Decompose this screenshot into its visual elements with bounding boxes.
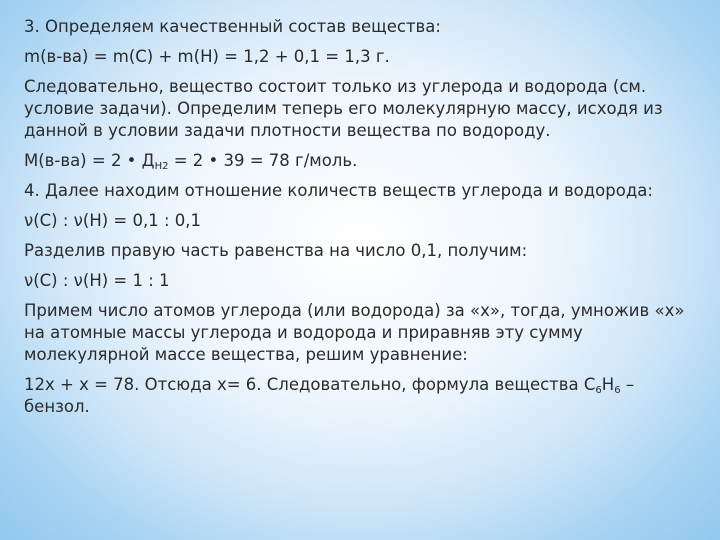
hydrogen-subscript: H2 xyxy=(154,161,169,172)
molar-mass-part1: M(в-ва) = 2 • Д xyxy=(24,151,155,170)
divide-instruction: Разделив правую часть равенства на число 0,1, получим: xyxy=(24,241,528,260)
molar-mass-part2: = 2 • 39 = 78 г/моль. xyxy=(168,151,358,170)
ratio-equation-2: ν(C) : ν(H) = 1 : 1 xyxy=(24,271,170,290)
carbon-subscript: 6 xyxy=(595,385,602,396)
final-hydrogen-symbol: Н xyxy=(601,375,615,394)
final-equation-paragraph xyxy=(24,374,700,418)
assumption-paragraph: Примем число атомов углерода (или водорода) за «х», тогда, умножив «х» на атомные массы углерода и водорода и приравняв эту сумму молекулярной массе вещества, решим уравнение: xyxy=(24,301,685,364)
mass-equation: m(в-ва) = m(C) + m(H) = 1,2 + 0,1 = 1,3 г. xyxy=(24,47,390,66)
molar-mass-equation xyxy=(24,150,700,172)
final-part2: – бензол. xyxy=(24,375,635,416)
conclusion-paragraph: Следовательно, вещество состоит только из углерода и водорода (см. условие задачи). Определим теперь его молекулярную массу, исходя из данной в условии задачи плотности вещества по водороду. xyxy=(24,77,663,140)
hydrogen-count-subscript: 6 xyxy=(614,385,621,396)
ratio-equation-1: ν(C) : ν(H) = 0,1 : 0,1 xyxy=(24,211,202,230)
step3-heading: 3. Определяем качественный состав вещества: xyxy=(24,17,441,36)
slide-text-body xyxy=(24,16,700,426)
step4-paragraph: 4. Далее находим отношение количеств веществ углерода и водорода: xyxy=(24,181,653,200)
final-part1: 12х + х = 78. Отсюда х= 6. Следовательно, формула вещества С xyxy=(24,375,596,394)
